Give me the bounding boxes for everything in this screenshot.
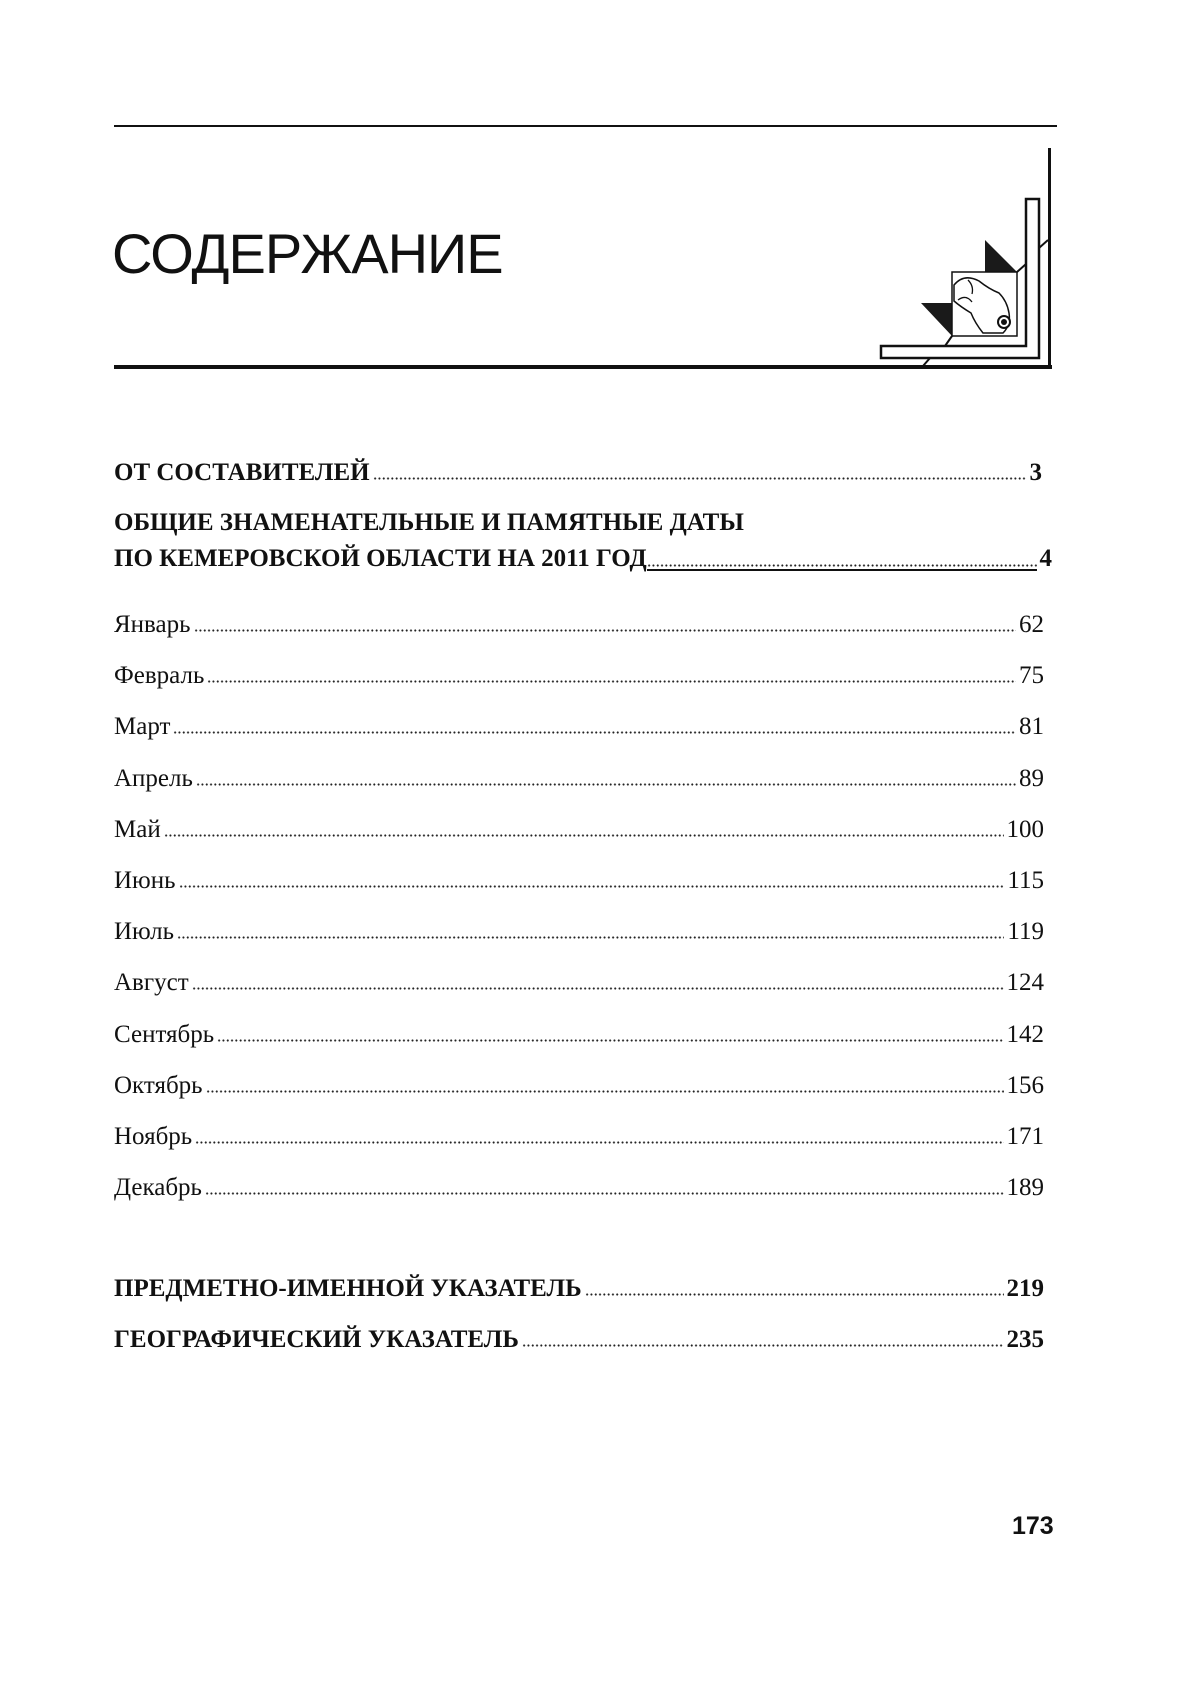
dot-leader xyxy=(522,1344,1004,1347)
toc-entry-month[interactable] xyxy=(114,612,1044,637)
toc-entry-month[interactable] xyxy=(114,1124,1044,1149)
toc-entry-page: 235 xyxy=(1006,1326,1044,1353)
toc-entry-page: 4 xyxy=(1039,545,1052,572)
toc-entry-label: ГЕОГРАФИЧЕСКИЙ УКАЗАТЕЛЬ xyxy=(114,1326,519,1353)
toc-entry-page: 75 xyxy=(1019,662,1044,690)
toc-entry-month[interactable] xyxy=(114,766,1044,791)
toc-entry-from-compilers[interactable] xyxy=(114,460,1042,485)
toc-entry-page: 115 xyxy=(1007,867,1044,894)
toc-entry-page: 124 xyxy=(1006,969,1044,997)
toc-entry-page: 100 xyxy=(1006,815,1044,843)
toc-entry-label: ПРЕДМЕТНО-ИМЕННОЙ УКАЗАТЕЛЬ xyxy=(114,1275,582,1302)
page-number: 173 xyxy=(1012,1512,1054,1540)
dot-leader xyxy=(207,680,1016,683)
dot-leader xyxy=(164,834,1004,837)
dot-leader xyxy=(179,885,1005,888)
toc-entry-page: 62 xyxy=(1019,611,1044,638)
toc-entry-label: Сентябрь xyxy=(114,1020,215,1048)
toc-entry-geo-index[interactable] xyxy=(114,1327,1044,1352)
dot-leader xyxy=(373,477,1027,480)
toc-entry-label: Февраль xyxy=(114,662,205,690)
toc-entry-label: Ноябрь xyxy=(114,1123,193,1150)
dot-leader xyxy=(647,564,1037,571)
toc-entry-subject-index[interactable] xyxy=(114,1276,1044,1301)
toc-entry-label: ОТ СОСТАВИТЕЛЕЙ xyxy=(114,459,370,486)
dot-leader xyxy=(206,1090,1004,1093)
toc-entry-dates-section[interactable] xyxy=(114,546,1052,571)
toc-entry-page: 219 xyxy=(1006,1275,1044,1302)
toc-entry-month[interactable] xyxy=(114,919,1044,944)
toc-entry-label: Март xyxy=(114,713,171,741)
dot-leader xyxy=(217,1039,1003,1042)
toc-entry-page: 189 xyxy=(1006,1174,1044,1202)
toc-entry-label: Июль xyxy=(114,918,174,946)
toc-entry-label: Май xyxy=(114,815,161,843)
toc-entry-month[interactable] xyxy=(114,714,1044,739)
toc-entry-page: 156 xyxy=(1006,1071,1044,1099)
dot-leader xyxy=(196,783,1016,786)
toc-entry-month[interactable] xyxy=(114,868,1044,893)
toc-entry-month[interactable] xyxy=(114,1022,1044,1047)
dot-leader xyxy=(192,987,1004,990)
dot-leader xyxy=(173,731,1016,734)
toc-entry-page: 119 xyxy=(1007,918,1044,946)
toc-section-line1: ОБЩИЕ ЗНАМЕНАТЕЛЬНЫЕ И ПАМЯТНЫЕ ДАТЫ xyxy=(114,509,744,536)
toc-entry-month[interactable] xyxy=(114,970,1044,995)
toc-entry-label: Январь xyxy=(114,611,191,638)
dot-leader xyxy=(195,1141,1003,1144)
toc-entry-month[interactable] xyxy=(114,663,1044,688)
page-title: СОДЕРЖАНИЕ xyxy=(112,222,503,285)
toc-entry-label: Июнь xyxy=(114,867,176,894)
toc-entry-label: Октябрь xyxy=(114,1071,203,1099)
toc-entry-label: Апрель xyxy=(114,764,193,792)
dot-leader xyxy=(585,1293,1004,1296)
corner-ornament xyxy=(0,0,1190,400)
dot-leader xyxy=(177,936,1004,939)
toc-entry-page: 3 xyxy=(1029,459,1042,486)
toc-entry-label: ПО КЕМЕРОВСКОЙ ОБЛАСТИ НА 2011 ГОД xyxy=(114,545,647,572)
toc-entry-month[interactable] xyxy=(114,1175,1044,1200)
dot-leader xyxy=(205,1192,1004,1195)
toc-entry-label: Декабрь xyxy=(114,1174,202,1202)
toc-entry-label: Август xyxy=(114,969,189,997)
toc-entry-page: 142 xyxy=(1006,1020,1044,1048)
toc-entry-page: 171 xyxy=(1006,1123,1044,1150)
toc-entry-page: 81 xyxy=(1019,713,1044,741)
dot-leader xyxy=(194,629,1016,632)
toc-entry-page: 89 xyxy=(1019,764,1044,792)
toc-entry-month[interactable] xyxy=(114,817,1044,842)
toc-entry-month[interactable] xyxy=(114,1073,1044,1098)
